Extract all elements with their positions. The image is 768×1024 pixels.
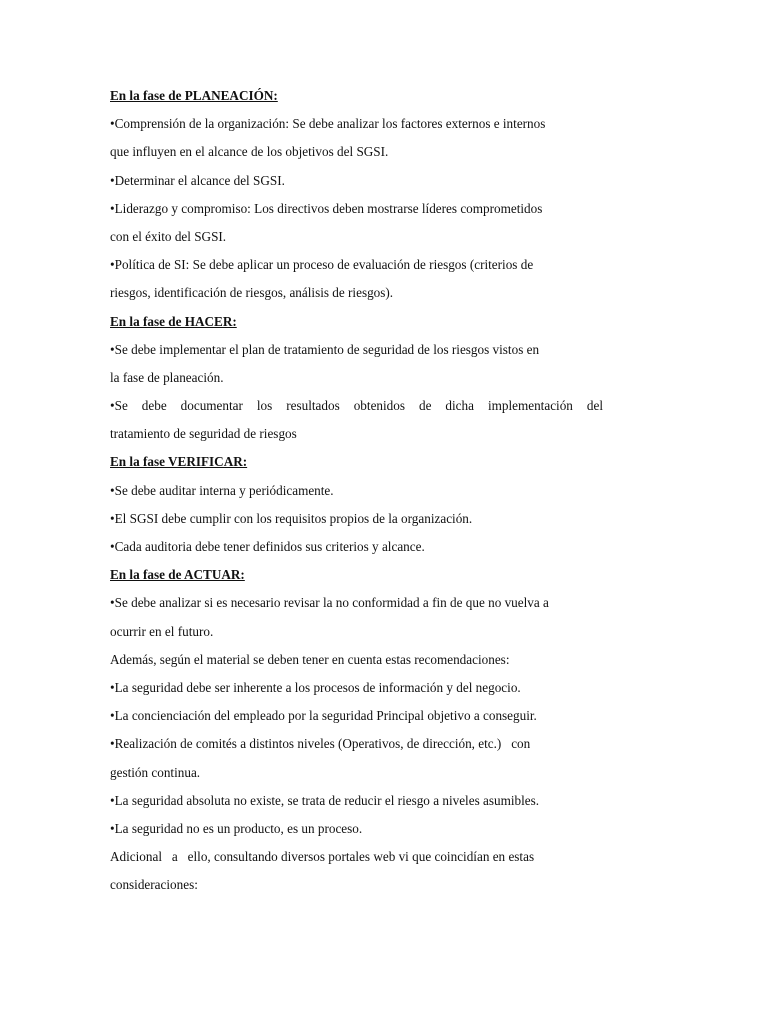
heading-hacer: En la fase de HACER: <box>110 313 237 329</box>
paragraph-line: •Se debe implementar el plan de tratamiento de seguridad de los riesgos vistos en <box>110 341 540 357</box>
paragraph-line: que influyen en el alcance de los objetivos del SGSI. <box>110 144 389 160</box>
paragraph-line: •El SGSI debe cumplir con los requisitos propios de la organización. <box>110 510 473 526</box>
paragraph-line-justified: •Se debe documentar los resultados obtenidos de dicha implementación del <box>110 398 603 414</box>
paragraph-line: •Se debe analizar si es necesario revisar la no conformidad a fin de que no vuelva a <box>110 595 549 611</box>
paragraph-line: •La seguridad no es un producto, es un proceso. <box>110 820 363 836</box>
paragraph-line: Además, según el material se deben tener en cuenta estas recomendaciones: <box>110 651 510 667</box>
paragraph-line: •Comprensión de la organización: Se debe analizar los factores externos e internos <box>110 116 546 132</box>
paragraph-line: consideraciones: <box>110 877 198 893</box>
paragraph-line: con el éxito del SGSI. <box>110 228 227 244</box>
paragraph-line: tratamiento de seguridad de riesgos <box>110 426 297 442</box>
paragraph-line: •Se debe auditar interna y periódicamente. <box>110 482 334 498</box>
paragraph-line: la fase de planeación. <box>110 369 224 385</box>
paragraph-line: ocurrir en el futuro. <box>110 623 214 639</box>
heading-planeacion: En la fase de PLANEACIÓN: <box>110 88 278 103</box>
paragraph-line: •La seguridad absoluta no existe, se trata de reducir el riesgo a niveles asumibles. <box>110 792 540 808</box>
paragraph-line: •La seguridad debe ser inherente a los procesos de información y del negocio. <box>110 679 521 695</box>
paragraph-line: Adicional a ello, consultando diversos portales web vi que coincidían en estas <box>110 849 535 865</box>
paragraph-line: •Realización de comités a distintos niveles (Operativos, de dirección, etc.) con <box>110 736 531 752</box>
paragraph-line: •Cada auditoria debe tener definidos sus criterios y alcance. <box>110 539 425 554</box>
document-body <box>110 82 603 899</box>
heading-verificar: En la fase VERIFICAR: <box>110 454 248 470</box>
paragraph-line: •La concienciación del empleado por la seguridad Principal objetivo a conseguir. <box>110 708 537 724</box>
paragraph-line: •Determinar el alcance del SGSI. <box>110 172 285 188</box>
paragraph-line: gestión continua. <box>110 764 201 780</box>
paragraph-line: •Liderazgo y compromiso: Los directivos deben mostrarse líderes comprometidos <box>110 200 543 216</box>
paragraph-line: •Política de SI: Se debe aplicar un proceso de evaluación de riesgos (criterios de <box>110 257 534 273</box>
heading-actuar: En la fase de ACTUAR: <box>110 567 245 583</box>
paragraph-line: riesgos, identificación de riesgos, análisis de riesgos). <box>110 285 394 301</box>
